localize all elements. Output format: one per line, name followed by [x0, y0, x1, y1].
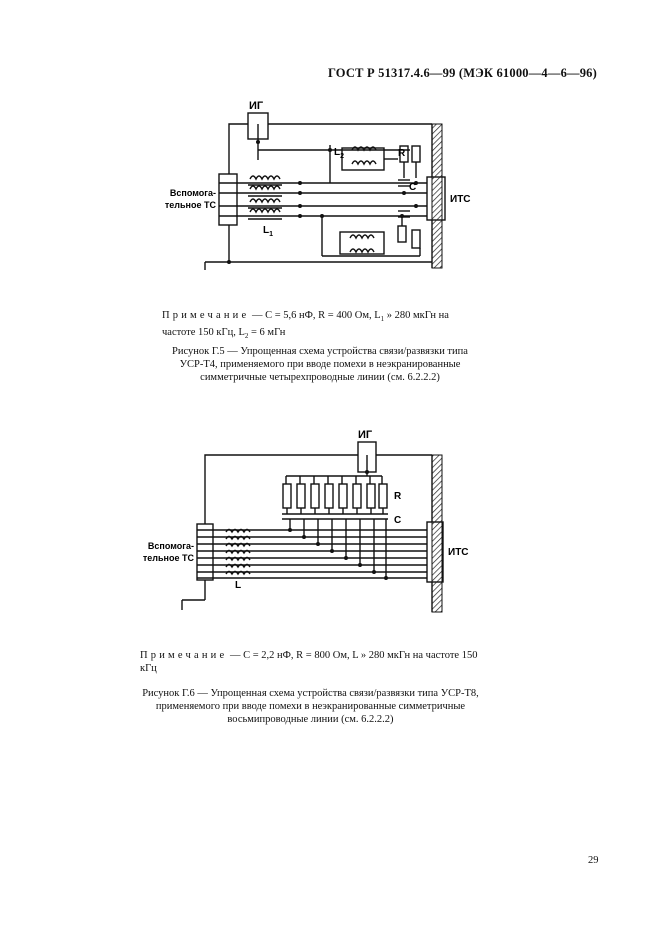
- fig1-label-R: R: [398, 148, 406, 159]
- fig1-generator-label: ИГ: [249, 100, 264, 112]
- figure-g5-caption: Рисунок Г.5 — Упрощенная схема устройства связи/развязки типа УСР-Т4, применяемого при вводе помехи в неэкранированные симметричные четырехпроводные линии (см. 6.2.2.2): [172, 346, 468, 383]
- fig2-generator-label: ИГ: [358, 429, 373, 441]
- figure-g5-note: Примечание — C = 5,6 нФ, R = 400 Ом, $L_1$ » 280 мкГн на частоте 150 кГц, $L_2 = 6$ мГн: [162, 310, 449, 341]
- figure-g6-caption: Рисунок Г.6 — Упрощенная схема устройства связи/развязки типа УСР-Т8, применяемого при вводе помехи в неэкранированные симметричные восьмипроводные линии (см. 6.2.2.2): [142, 688, 479, 725]
- fig1-label-C: C: [409, 182, 417, 193]
- figure-g6-note: Примечание — C = 2,2 нФ, R = 800 Ом, L » 280 мкГн на частоте 150 кГц: [140, 650, 478, 674]
- fig1-label-L2: $L_2$: [334, 147, 345, 160]
- fig1-eut-label: ИТС: [450, 194, 471, 205]
- fig2-label-R: R: [394, 491, 402, 502]
- fig1-aux-label-1: Вспомога-: [169, 188, 216, 198]
- fig2-aux-label-1: Вспомога-: [147, 541, 194, 551]
- document-header: ГОСТ Р 51317.4.6—99 (МЭК 61000—4—6—96): [327, 66, 597, 80]
- fig2-label-C: C: [394, 515, 402, 526]
- fig2-label-L: L: [235, 580, 242, 591]
- figure-g5-diagram: [0, 95, 661, 275]
- figure-g6-diagram: [0, 425, 661, 625]
- fig2-eut-label: ИТС: [448, 547, 469, 558]
- fig1-aux-label-2: тельное ТС: [164, 200, 216, 210]
- fig2-aux-label-2: тельное ТС: [142, 553, 194, 563]
- page-number: 29: [588, 855, 599, 866]
- fig1-label-L1: $L_1$: [263, 225, 274, 238]
